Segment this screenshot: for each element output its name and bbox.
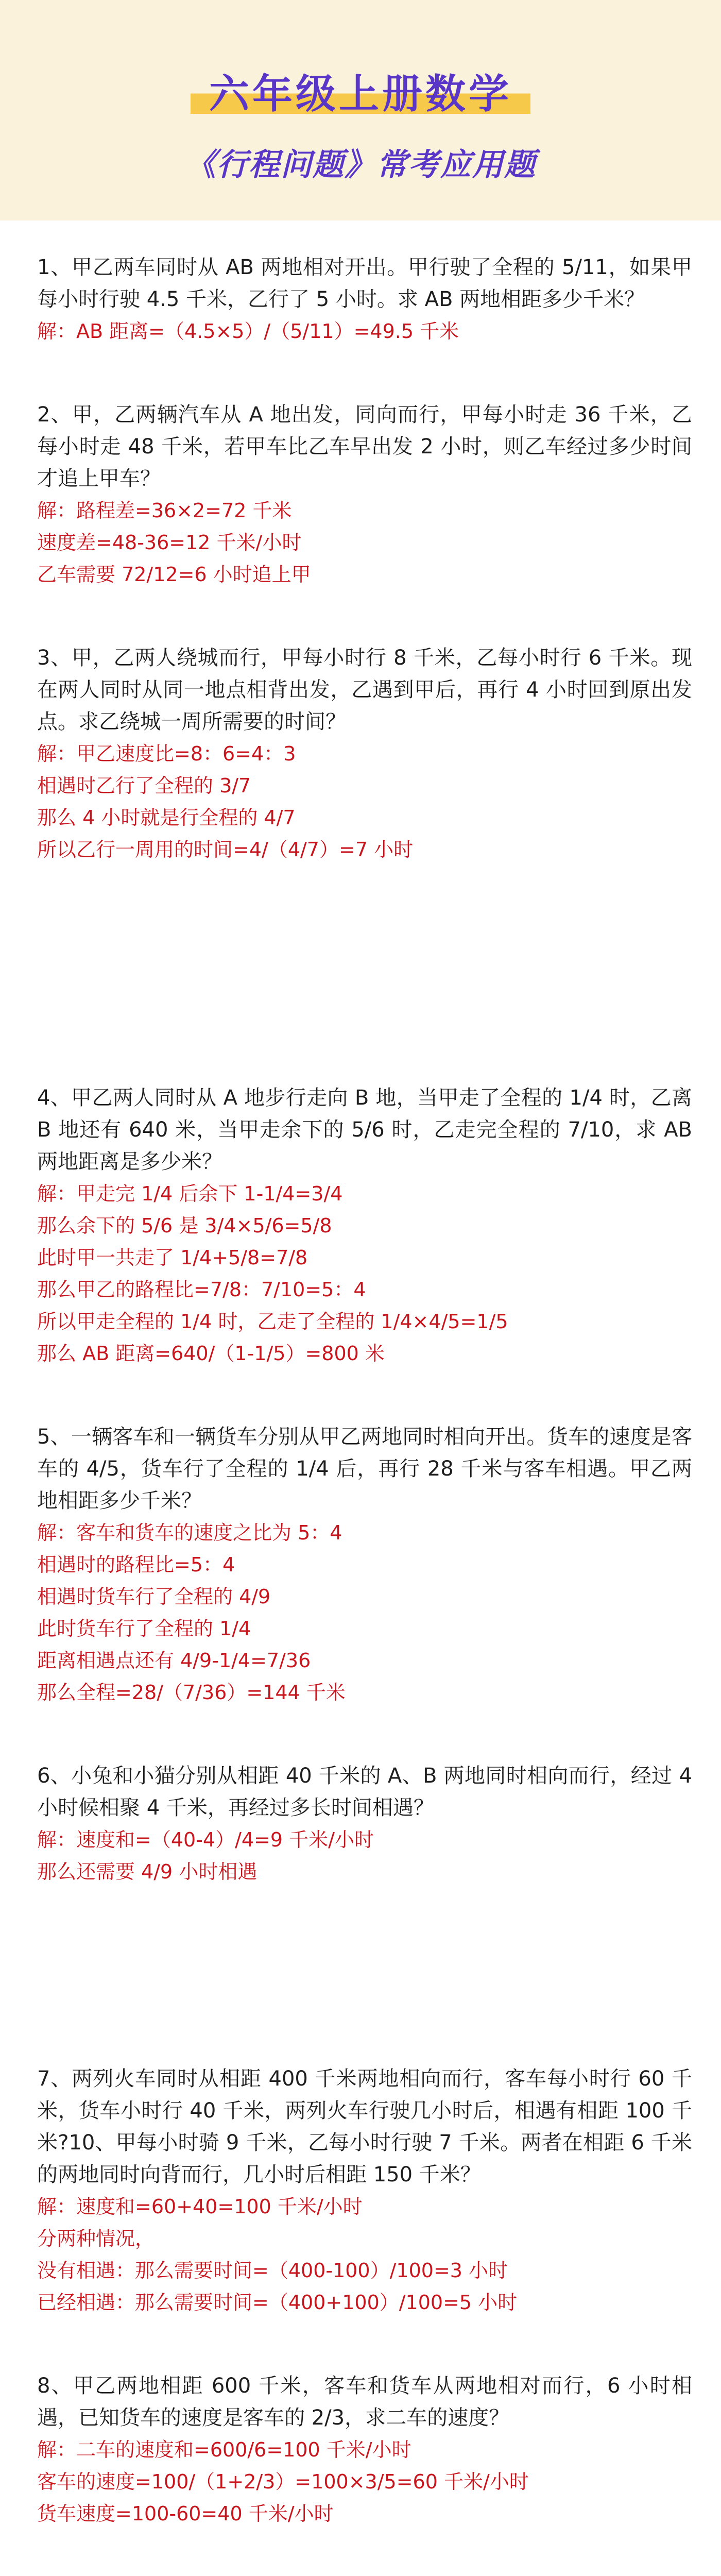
solution-line: 此时货车行了全程的 1/4 [37,1617,251,1640]
spacer [37,866,692,1061]
problem-question: 7、两列火车同时从相距 400 千米两地相向而行，客车每小时行 60 千米，货车小时行 40 千米，两列火车行驶几小时后，相遇有相距 100 千米?10、甲每小时骑 9 千米，乙每小时行驶 7 千米。两者在相距 6 千米的两地同时向背而行，几小时后相距 150 千米？ [37,2067,692,2187]
spacer [37,2530,692,2561]
spacer [37,1888,692,2042]
spacer [37,590,692,621]
problem-question: 6、小兔和小猫分别从相距 40 千米的 A、B 两地同时相向而行，经过 4 小时候相聚 4 千米，再经过多长时间相遇？ [37,1764,692,1820]
solution-line: 相遇时乙行了全程的 3/7 [37,774,251,797]
problem-6 [37,1760,692,1888]
problem-1 [37,251,692,347]
solution-line: 那么余下的 5/6 是 3/4×5/6=5/8 [37,1214,332,1237]
problem-4 [37,1082,692,1369]
problem-question: 1、甲乙两车同时从 AB 两地相对开出。甲行驶了全程的 5/11，如果甲每小时行驶 4.5 千米，乙行了 5 小时。求 AB 两地相距多少千米？ [37,256,692,311]
solution-line: 那么全程=28/（7/36）=144 千米 [37,1681,346,1704]
page-title: 六年级上册数学 [191,62,530,120]
problem-2 [37,399,692,590]
problem-8 [37,2370,692,2530]
spacer [37,347,692,378]
solution-line: 解：二车的速度和=600/6=100 千米/小时 [37,2438,411,2461]
solution-line: 解：AB 距离=（4.5×5）/（5/11）=49.5 千米 [37,320,459,343]
problem-question: 8、甲乙两地相距 600 千米，客车和货车从两地相对而行，6 小时相遇，已知货车的速度是客车的 2/3，求二车的速度？ [37,2374,692,2430]
problem-question: 3、甲，乙两人绕城而行，甲每小时行 8 千米，乙每小时行 6 千米。现在两人同时从同一地点相背出发，乙遇到甲后，再行 4 小时回到原出发点。求乙绕城一周所需要的时间？ [37,646,692,734]
solution-line: 客车的速度=100/（1+2/3）=100×3/5=60 千米/小时 [37,2470,529,2493]
solution-line: 那么还需要 4/9 小时相遇 [37,1860,258,1883]
solution-line: 相遇时货车行了全程的 4/9 [37,1585,271,1608]
solution-line: 解：速度和=（40-4）/4=9 千米/小时 [37,1828,374,1851]
problem-5 [37,1421,692,1708]
solution-line: 速度差=48-36=12 千米/小时 [37,531,302,554]
solution-line: 所以甲走全程的 1/4 时，乙走了全程的 1/4×4/5=1/5 [37,1310,508,1333]
solution-line: 解：路程差=36×2=72 千米 [37,499,292,522]
solution-line: 相遇时的路程比=5：4 [37,1553,235,1576]
solution-line: 解：甲乙速度比=8：6=4：3 [37,742,296,765]
solution-line: 分两种情况， [37,2227,155,2250]
problem-question: 4、甲乙两人同时从 A 地步行走向 B 地，当甲走了全程的 1/4 时，乙离 B 地还有 640 米，当甲走余下的 5/6 时，乙走完全程的 7/10，求 AB 两地距离是多少米？ [37,1086,692,1174]
solution-line: 那么 AB 距离=640/（1-1/5）=800 米 [37,1342,385,1365]
spacer [37,1708,692,1739]
solution-line: 已经相遇：那么需要时间=（400+100）/100=5 小时 [37,2291,518,2314]
solution-line: 那么 4 小时就是行全程的 4/7 [37,806,296,829]
solution-line: 距离相遇点还有 4/9-1/4=7/36 [37,1649,311,1672]
spacer [37,2318,692,2349]
problem-question: 2、甲，乙两辆汽车从 A 地出发，同向而行，甲每小时走 36 千米，乙每小时走 48 千米，若甲车比乙车早出发 2 小时，则乙车经过多少时间才追上甲车？ [37,403,692,490]
solution-line: 解：甲走完 1/4 后余下 1-1/4=3/4 [37,1182,343,1205]
solution-line: 解：速度和=60+40=100 千米/小时 [37,2195,363,2218]
problem-question: 5、一辆客车和一辆货车分别从甲乙两地同时相向开出。货车的速度是客车的 4/5，货车行了全程的 1/4 后，再行 28 千米与客车相遇。甲乙两地相距多少千米？ [37,1425,692,1513]
problem-list [37,251,692,2576]
page-header [0,0,721,221]
solution-line: 乙车需要 72/12=6 小时追上甲 [37,563,311,586]
solution-line: 所以乙行一周用的时间=4/（4/7）=7 小时 [37,838,414,861]
solution-line: 此时甲一共走了 1/4+5/8=7/8 [37,1246,308,1269]
spacer [37,1369,692,1400]
solution-line: 那么甲乙的路程比=7/8：7/10=5：4 [37,1278,366,1301]
problem-7 [37,2063,692,2318]
solution-line: 解：客车和货车的速度之比为 5：4 [37,1521,342,1544]
problem-3 [37,642,692,866]
solution-line: 没有相遇：那么需要时间=（400-100）/100=3 小时 [37,2259,508,2282]
solution-line: 货车速度=100-60=40 千米/小时 [37,2502,334,2525]
page-subtitle: 《行程问题》常考应用题 [185,147,536,183]
